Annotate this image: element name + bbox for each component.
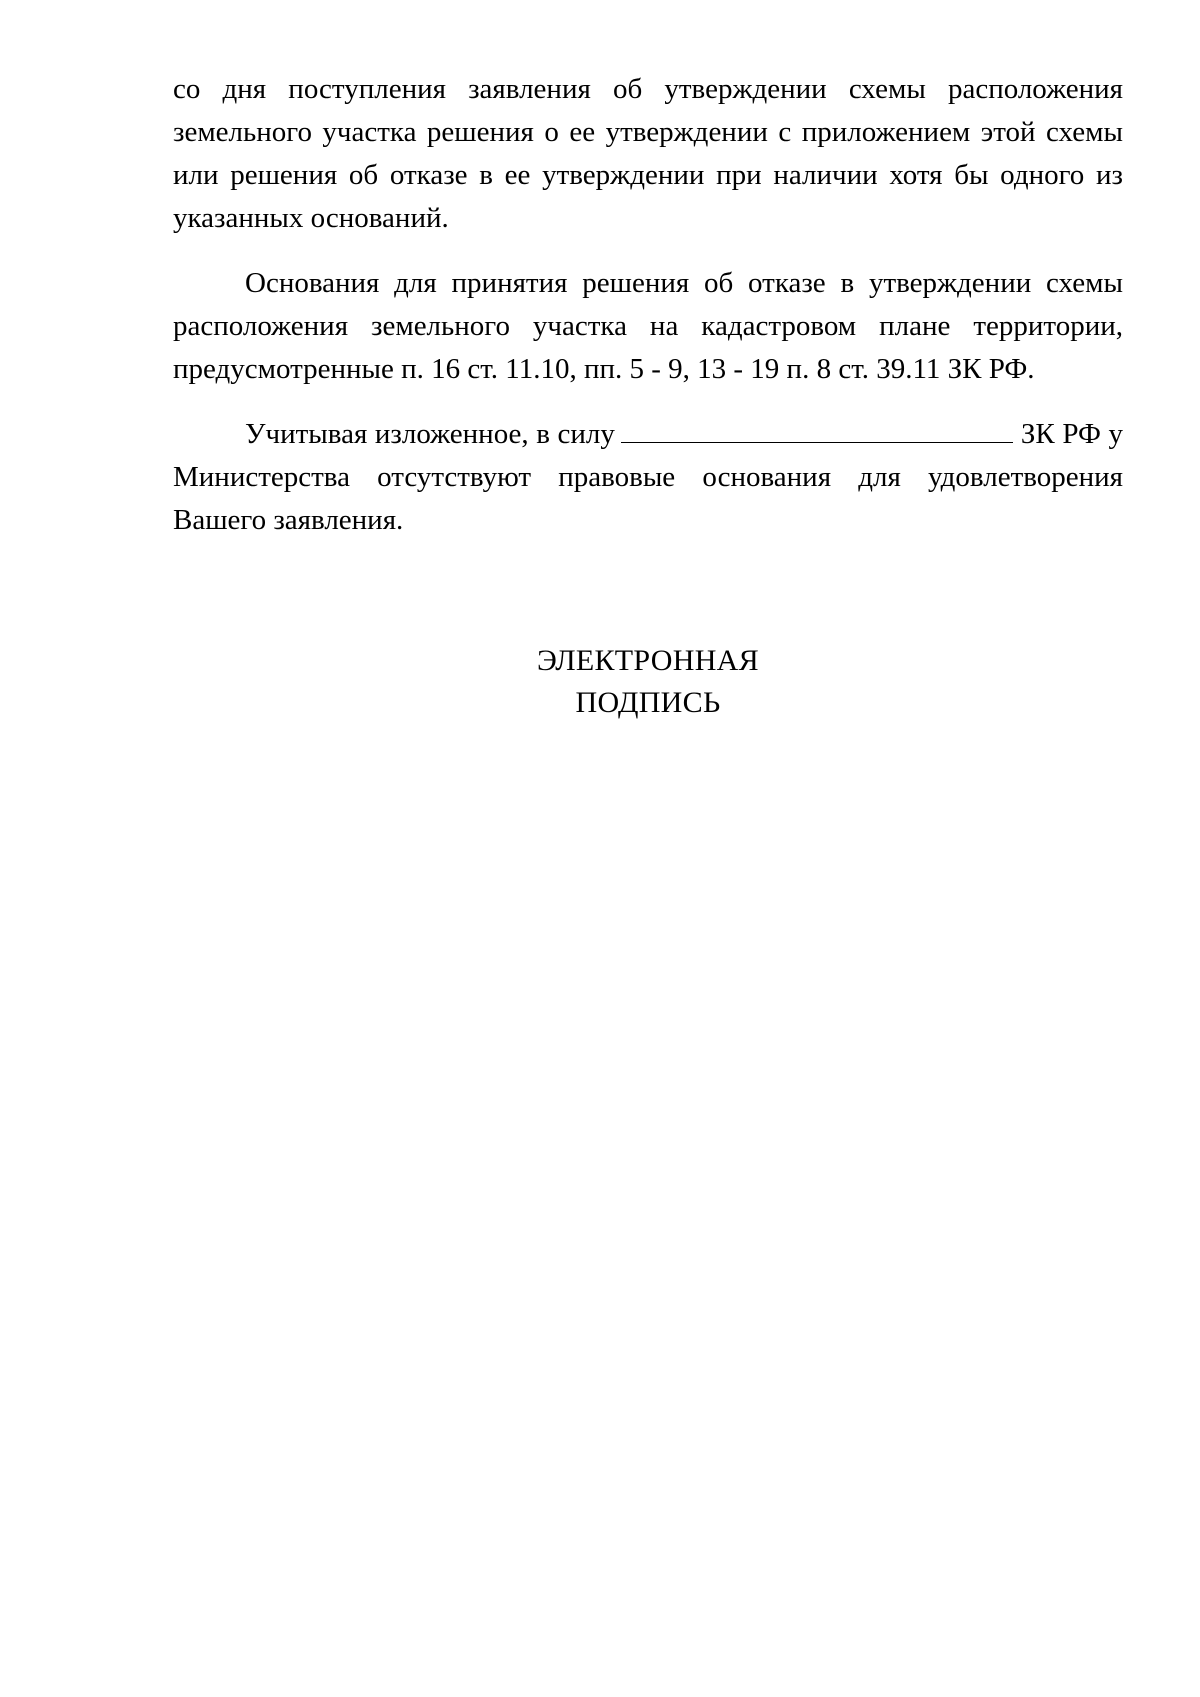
- electronic-signature: [0, 640, 1200, 724]
- legal-basis-blank-line: [621, 416, 1013, 443]
- document-body: [173, 68, 1123, 564]
- conclusion-text-start: Учитывая изложенное, в силу: [245, 418, 615, 450]
- paragraph-refusal-grounds: Основания для принятия решения об отказе в утверждении схемы расположения земельного участка на кадастровом плане территории, предусмотренные п. 16 ст. 11.10, пп. 5 - 9, 13 - 19 п. 8 ст. 39.11 ЗК РФ.: [173, 267, 1123, 385]
- conclusion-text-end: ЗК РФ у Министерства отсутствуют правовые основания для удовлетворения Вашего заявления.: [173, 418, 1123, 536]
- signature-line-2: ПОДПИСЬ: [575, 686, 721, 719]
- paragraph-conclusion: [173, 413, 1123, 542]
- signature-line-1: ЭЛЕКТРОННАЯ: [537, 644, 759, 677]
- paragraph-application-deadline: со дня поступления заявления об утверждении схемы расположения земельного участка решения о ее утверждении с приложением этой схемы или решения об отказе в ее утверждении при наличии хотя бы одного из указанных оснований.: [173, 73, 1123, 234]
